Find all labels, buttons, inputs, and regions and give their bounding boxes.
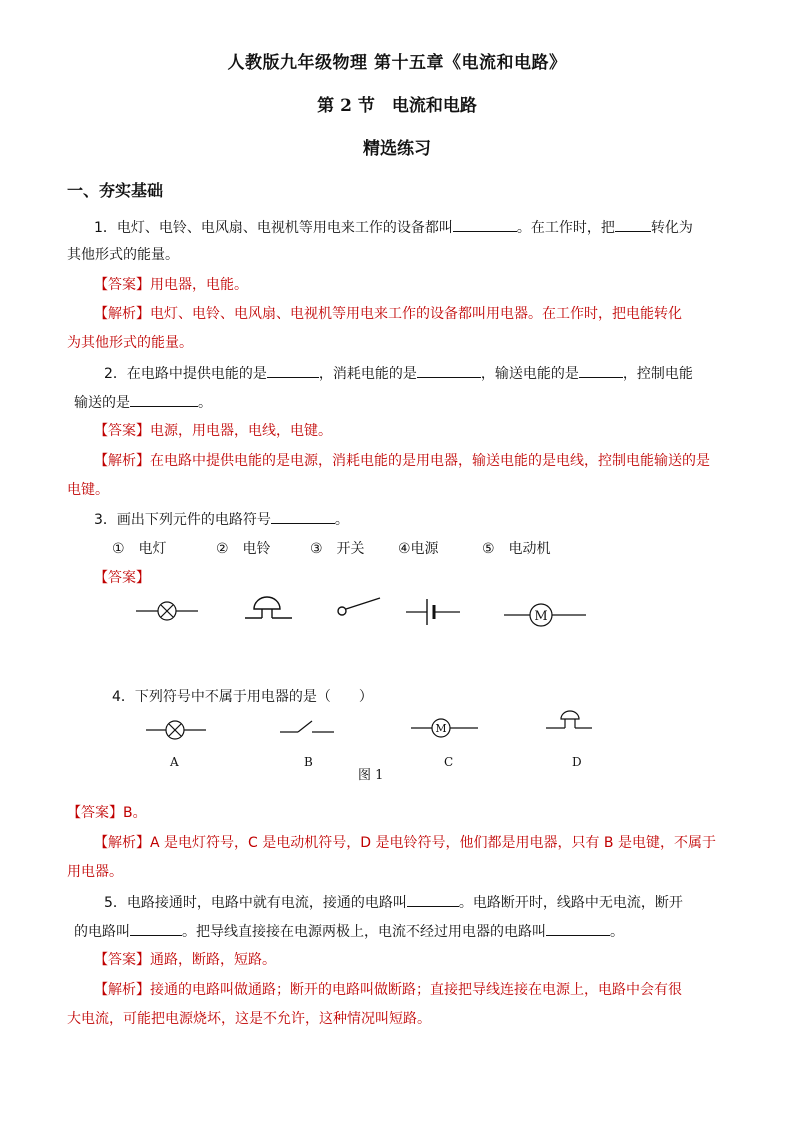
analysis-tag: 【解析】 xyxy=(94,306,150,322)
motor-symbol-icon xyxy=(500,598,592,632)
q1-text-a: 1．电灯、电铃、电风扇、电视机等用电来工作的设备都叫 xyxy=(94,220,453,236)
q1-answer-text: 用电器，电能。 xyxy=(150,277,248,293)
subtitle: 精选练习 xyxy=(363,139,431,159)
q4-label-d: D xyxy=(572,755,582,769)
q4-label-a: A xyxy=(170,755,179,769)
q5-text-d: 。把导线直接接在电源两极上，电流不经过用电器的电路叫 xyxy=(182,924,546,940)
figure-caption: 图 1 xyxy=(358,768,384,783)
q2-line1 xyxy=(104,363,693,384)
q3-option-5: ⑤ 电动机 xyxy=(482,541,551,557)
q2-blank-2 xyxy=(417,363,481,378)
q2-text-c: ，输送电能的是 xyxy=(480,366,579,382)
q5-text-e: 。 xyxy=(610,924,624,940)
answer-tag: 【答案】 xyxy=(67,805,123,821)
q3-option-3: ③ 开关 xyxy=(310,541,365,557)
q1-blank-1 xyxy=(453,217,517,232)
q1-blank-2 xyxy=(615,217,651,232)
q5-text-a: 5．电路接通时，电路中就有电流，接通的电路叫 xyxy=(104,895,407,911)
q1-answer xyxy=(94,275,248,295)
q5-text-b: 。电路断开时，线路中无电流，断开 xyxy=(458,895,683,911)
analysis-tag: 【解析】 xyxy=(94,835,150,851)
q5-blank-1 xyxy=(407,892,459,907)
q1-line2: 其他形式的能量。 xyxy=(67,247,179,263)
q4-analysis-line1 xyxy=(94,833,716,853)
q2-analysis-text: 在电路中提供电能的是电源，消耗电能的是用电器，输送电能的是电线，控制电能输送的是 xyxy=(150,453,710,469)
section-title: 第 2 节 电流和电路 xyxy=(317,96,477,116)
q2-text-f: 。 xyxy=(198,395,212,411)
part-heading: 一、夯实基础 xyxy=(67,181,164,200)
q5-blank-2 xyxy=(130,921,182,936)
q1-analysis-line2: 为其他形式的能量。 xyxy=(67,335,193,351)
q3-answer xyxy=(94,568,150,588)
analysis-tag: 【解析】 xyxy=(94,982,150,998)
q4-line1: 4．下列符号中不属于用电器的是（ ） xyxy=(112,689,373,705)
q2-text-e: 输送的是 xyxy=(74,395,130,411)
battery-symbol-icon xyxy=(402,594,466,630)
q1-text-b: 。在工作时，把 xyxy=(516,220,615,236)
q1-text-c: 转化为 xyxy=(650,220,693,236)
q1-analysis-text: 电灯、电铃、电风扇、电视机等用电来工作的设备都叫用电器。在工作时，把电能转化 xyxy=(150,306,682,322)
q4-option-d-bell-icon xyxy=(544,708,596,736)
q3-option-1: ① 电灯 xyxy=(112,541,167,557)
q2-answer-text: 电源，用电器，电线，电键。 xyxy=(150,423,332,439)
motor-letter-small: M xyxy=(435,722,447,735)
q2-text-d: ，控制电能 xyxy=(622,366,693,382)
q2-text-b: ，消耗电能的是 xyxy=(318,366,417,382)
q2-analysis-line1 xyxy=(94,451,710,471)
q1-line1 xyxy=(94,217,693,238)
q5-answer-text: 通路，断路，短路。 xyxy=(150,952,276,968)
q4-label-b: B xyxy=(304,755,313,769)
answer-tag: 【答案】 xyxy=(94,570,150,586)
q5-analysis-line2: 大电流，可能把电源烧坏，这是不允许，这种情况叫短路。 xyxy=(67,1011,431,1027)
switch-symbol-icon xyxy=(332,594,386,622)
answer-tag: 【答案】 xyxy=(94,423,150,439)
q3-option-4: ④电源 xyxy=(398,541,439,557)
q5-answer xyxy=(94,950,276,970)
bell-symbol-icon xyxy=(240,592,296,626)
q3-text-a: 3．画出下列元件的电路符号 xyxy=(94,512,271,528)
q5-text-c: 的电路叫 xyxy=(74,924,130,940)
q5-line1 xyxy=(104,892,683,913)
q4-label-c: C xyxy=(444,755,454,769)
q2-blank-1 xyxy=(267,363,319,378)
q2-text-a: 2．在电路中提供电能的是 xyxy=(104,366,267,382)
q3-blank xyxy=(271,509,335,524)
q2-analysis-line2: 电键。 xyxy=(67,482,109,498)
q2-blank-3 xyxy=(579,363,623,378)
answer-tag: 【答案】 xyxy=(94,952,150,968)
q4-answer xyxy=(67,803,147,823)
q4-analysis-text: A 是电灯符号，C 是电动机符号，D 是电铃符号，他们都是用电器，只有 B 是电键，不属于 xyxy=(150,835,716,851)
motor-letter: M xyxy=(534,609,548,624)
q3-line1 xyxy=(94,509,349,530)
q2-answer xyxy=(94,421,332,441)
q5-analysis-line1 xyxy=(94,980,682,1000)
q5-analysis-text: 接通的电路叫做通路；断开的电路叫做断路；直接把导线连接在电源上，电路中会有很 xyxy=(150,982,682,998)
lamp-symbol-icon xyxy=(130,596,204,626)
document-title: 人教版九年级物理 第十五章《电流和电路》 xyxy=(227,53,567,73)
analysis-tag: 【解析】 xyxy=(94,453,150,469)
q4-answer-text: B。 xyxy=(123,805,147,821)
q2-blank-4 xyxy=(130,392,198,407)
q1-analysis-line1 xyxy=(94,304,682,324)
q4-option-c-motor-icon xyxy=(408,714,482,742)
q5-line2 xyxy=(74,921,624,942)
q3-text-b: 。 xyxy=(334,512,349,528)
q2-line2 xyxy=(74,392,212,413)
q4-option-a-lamp-icon xyxy=(142,716,210,744)
answer-tag: 【答案】 xyxy=(94,277,150,293)
q4-analysis-line2: 用电器。 xyxy=(67,864,123,880)
q3-option-2: ② 电铃 xyxy=(216,541,271,557)
q4-option-b-switch-icon xyxy=(276,716,338,742)
q5-blank-3 xyxy=(546,921,610,936)
